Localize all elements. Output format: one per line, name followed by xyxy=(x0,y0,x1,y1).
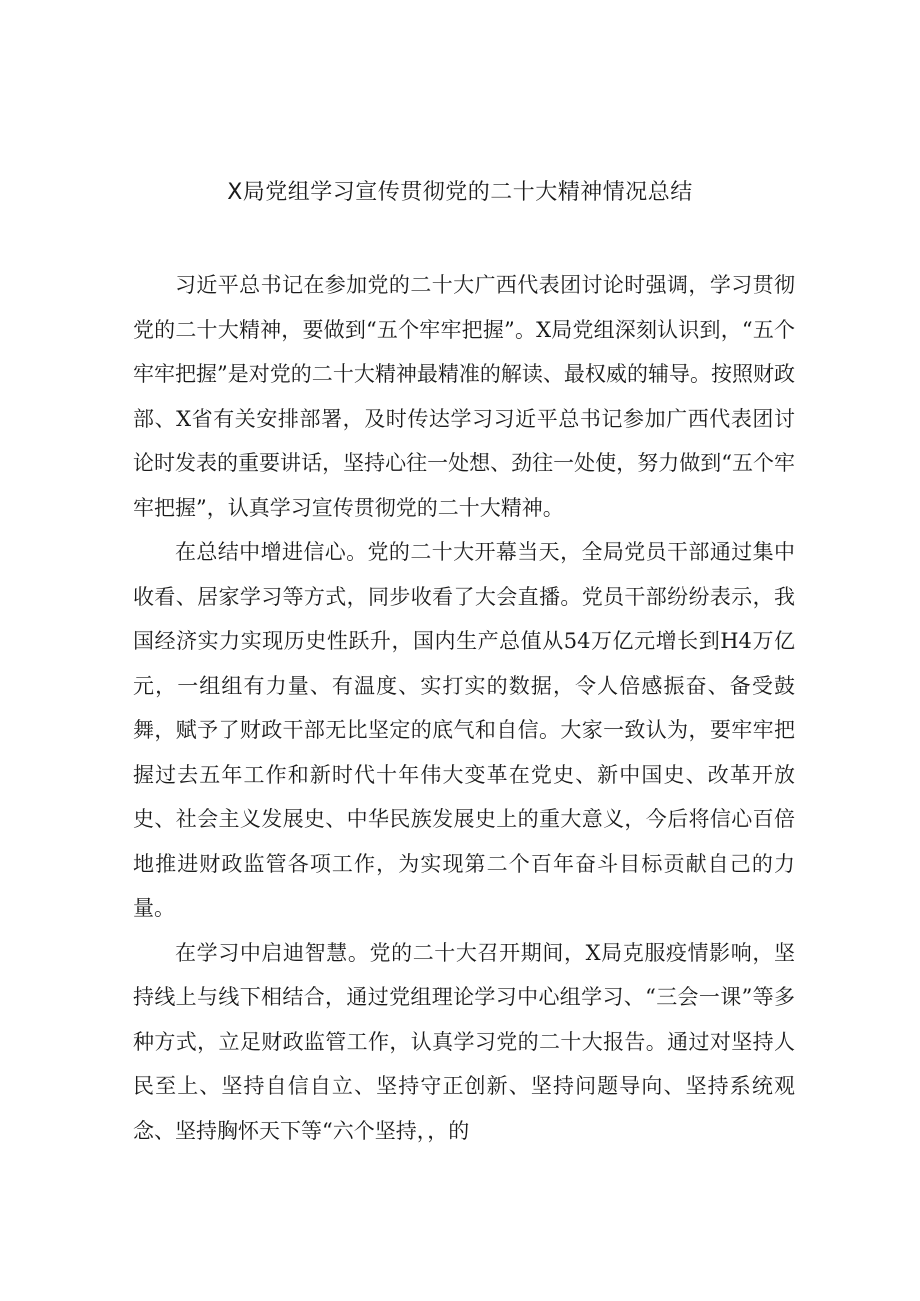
paragraph-3: 在学习中启迪智慧。党的二十大召开期间，X局克服疫情影响，坚持线上与线下相结合，通过党组理论学习中心组学习、“三会一课”等多种方式，立足财政监管工作，认真学习党的二十大报告。通过对坚持人民至上、坚持自信自立、坚持守正创新、坚持问题导向、坚持系统观念、坚持胸怀天下等“六个坚持，，的 xyxy=(133,940,795,1143)
paragraph-2: 在总结中增进信心。党的二十大开幕当天，全局党员干部通过集中收看、居家学习等方式，同步收看了大会直播。党员干部纷纷表示，我国经济实力实现历史性跃升，国内生产总值从54万亿元增长到H4万亿元，一组组有力量、有温度、实打实的数据，令人倍感振奋、备受鼓舞，赋予了财政干部无比坚定的底气和自信。大家一致认为，要牢牢把握过去五年工作和新时代十年伟大变革在党史、新中国史、改革开放史、社会主义发展史、中华民族发展史上的重大意义，今后将信心百倍地推进财政监管各项工作，为实现第二个百年奋斗目标贡献自己的力量。 xyxy=(133,540,795,920)
document-title: X局党组学习宣传贯彻党的二十大精神情况总结 xyxy=(227,180,693,205)
document-body xyxy=(133,263,795,1153)
paragraph-1: 习近平总书记在参加党的二十大广西代表团讨论时强调，学习贯彻党的二十大精神，要做到“五个牢牢把握”。X局党组深刻认识到，“五个牢牢把握”是对党的二十大精神最精准的解读、最权威的辅导。按照财政部、X省有关安排部署，及时传达学习习近平总书记参加广西代表团讨论时发表的重要讲话，坚持心往一处想、劲往一处使，努力做到“五个牢牢把握”，认真学习宣传贯彻党的二十大精神。 xyxy=(133,273,795,520)
